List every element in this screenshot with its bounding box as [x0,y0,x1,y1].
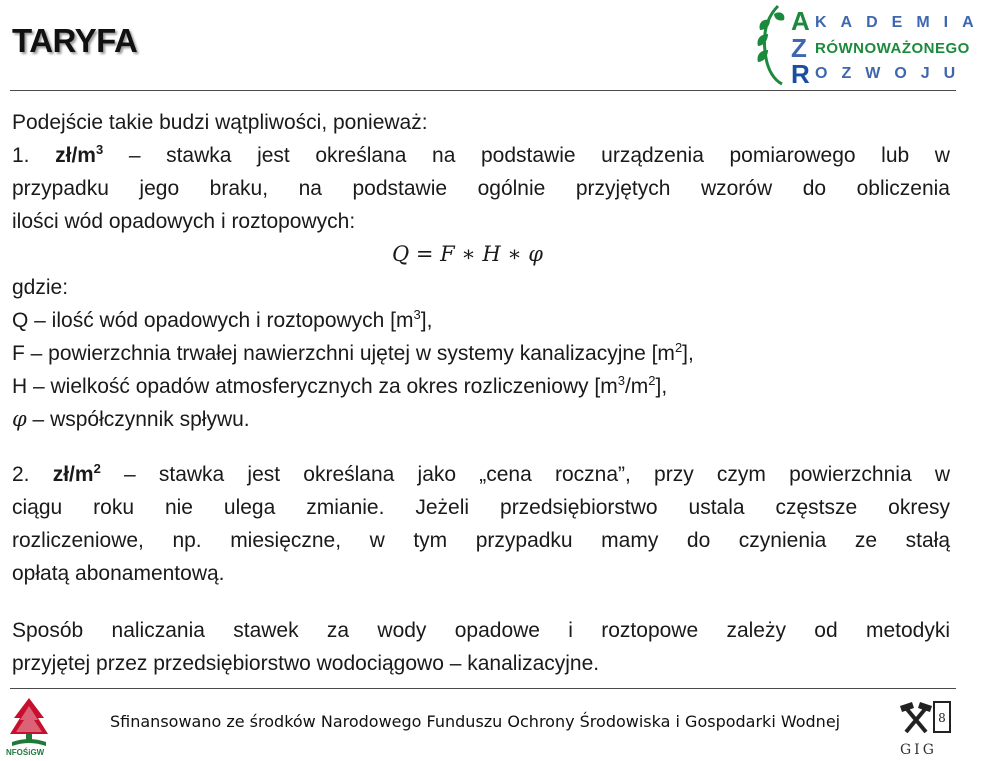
item2-line2: ciągu roku nie ulega zmianie. Jeżeli przedsiębiorstwo ustala częstsze okresy [12,496,950,519]
logo-initial-r: R [791,59,810,89]
item2-unit: $zł/m^2$ [52,461,101,486]
svg-text:8: 8 [938,711,946,725]
item1-number: 1. [12,144,30,167]
page-title: TARYFA [12,22,138,59]
logo-initial-a: A [791,6,810,36]
item2-line1-text: – stawka jest określana jako „cena roczna”, przy czym powierzchnia w [124,463,950,486]
logo-word-rozwoju: OZWOJU [815,65,970,82]
where-label: gdzie: [12,276,69,299]
item1-line3: ilości wód opadowych i roztopowych: [12,210,356,233]
definition-f: F – powierzchnia trwałej nawierzchni ujętej w systemy kanalizacyjne $[m^2]$, [12,340,694,365]
item1-unit: $zł/m^3$ [55,142,104,167]
closing-line2: przyjętej przez przedsiębiorstwo wodociągowo – kanalizacyjne. [12,652,600,675]
item1-line1 [12,139,950,172]
nfosigw-logo [6,696,52,760]
item2-line3: rozliczeniowe, np. miesięczne, w tym przypadku mamy do czynienia ze stałą [12,529,950,552]
item2-number: 2. [12,463,30,486]
phi-symbol: φ [12,407,27,431]
definition-phi: φ – współczynnik spływu. [12,407,250,431]
logo-word-zrownowazonego: RÓWNOWAŻONEGO [815,40,970,57]
definition-q: Q – ilość wód opadowych i roztopowych $[m^3]$, [12,307,433,332]
logo-initial-z: Z [791,33,807,63]
formula [12,238,950,271]
logo-word-akademia: KADEMIA [815,14,988,31]
item1-line2: przypadku jego braku, na podstawie ogólnie przyjętych wzorów do obliczenia [12,177,950,200]
item2-line1 [12,458,950,491]
footer-divider [10,688,956,689]
nfosigw-caption: NFOŚiGW [6,748,45,757]
closing-line1: Sposób naliczania stawek za wody opadowe i roztopowe zależy od metodyki [12,619,950,642]
leaf-icon [756,2,786,86]
funding-note: Sfinansowano ze środków Narodowego Funduszu Ochrony Środowiska i Gospodarki Wodnej [110,712,841,731]
tree-icon [6,696,52,752]
intro-text: Podejście takie budzi wątpliwości, ponieważ: [12,111,428,134]
item2-line4: opłatą abonamentową. [12,562,225,585]
slide-body [12,106,950,680]
item1-line1-text: – stawka jest określana na podstawie urządzenia pomiarowego lub w [128,144,950,167]
gig-caption: GIG [900,742,937,758]
definition-h: H – wielkość opadów atmosferycznych za okres rozliczeniowy $[m^3/m^2]$, [12,373,668,398]
header-divider [10,90,956,91]
formula-text: Q = F ∗ H ∗ φ [392,242,543,266]
